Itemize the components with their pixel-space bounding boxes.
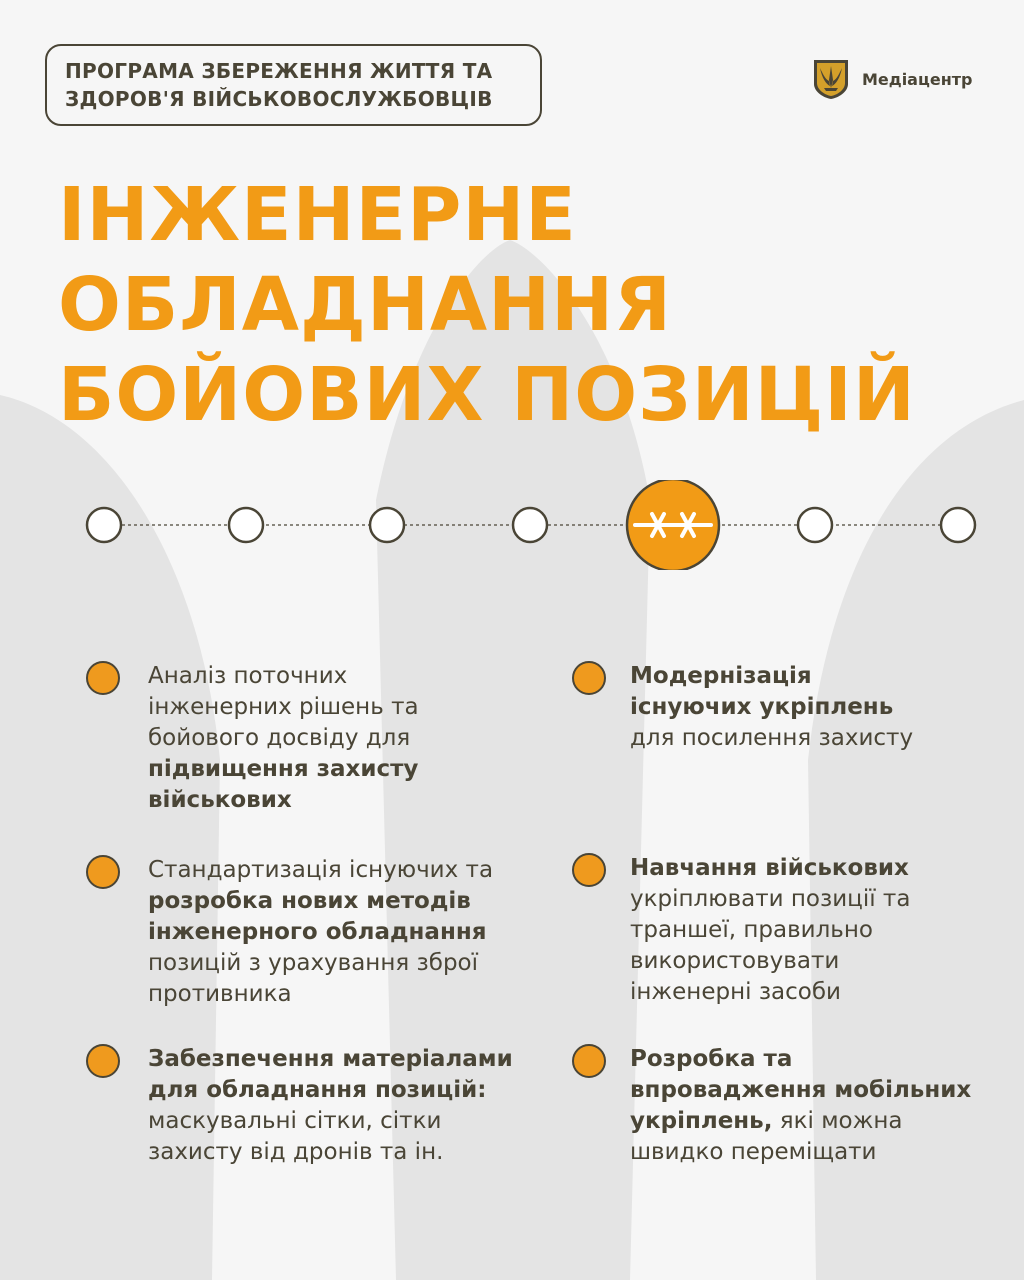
page-title xyxy=(58,170,916,440)
program-label xyxy=(65,57,493,113)
brand-name: Медіацентр xyxy=(862,69,973,89)
tryzub-emblem-icon xyxy=(812,58,850,100)
bullet-dot xyxy=(572,661,606,695)
timeline-step-7 xyxy=(941,508,975,542)
timeline-step-3 xyxy=(370,508,404,542)
timeline-step-4 xyxy=(513,508,547,542)
timeline-step-6 xyxy=(798,508,832,542)
bullet-dot xyxy=(86,1044,120,1078)
bullet-dot xyxy=(572,1044,606,1078)
program-label-line2: ЗДОРОВ'Я ВІЙСЬКОВОСЛУЖБОВЦІВ xyxy=(65,87,493,111)
bullet-dot xyxy=(86,661,120,695)
mediacenter-logo xyxy=(812,58,972,100)
bullet-dot xyxy=(86,855,120,889)
program-label-line1: ПРОГРАМА ЗБЕРЕЖЕННЯ ЖИТТЯ ТА xyxy=(65,59,493,83)
title-line2: ОБЛАДНАННЯ xyxy=(58,262,672,348)
bullet-dot xyxy=(572,853,606,887)
progress-timeline xyxy=(0,480,1024,570)
program-label-box xyxy=(45,44,542,126)
title-line1: ІНЖЕНЕРНЕ xyxy=(58,172,577,258)
timeline-step-2 xyxy=(229,508,263,542)
timeline-step-1 xyxy=(87,508,121,542)
title-line3: БОЙОВИХ ПОЗИЦІЙ xyxy=(58,352,916,438)
